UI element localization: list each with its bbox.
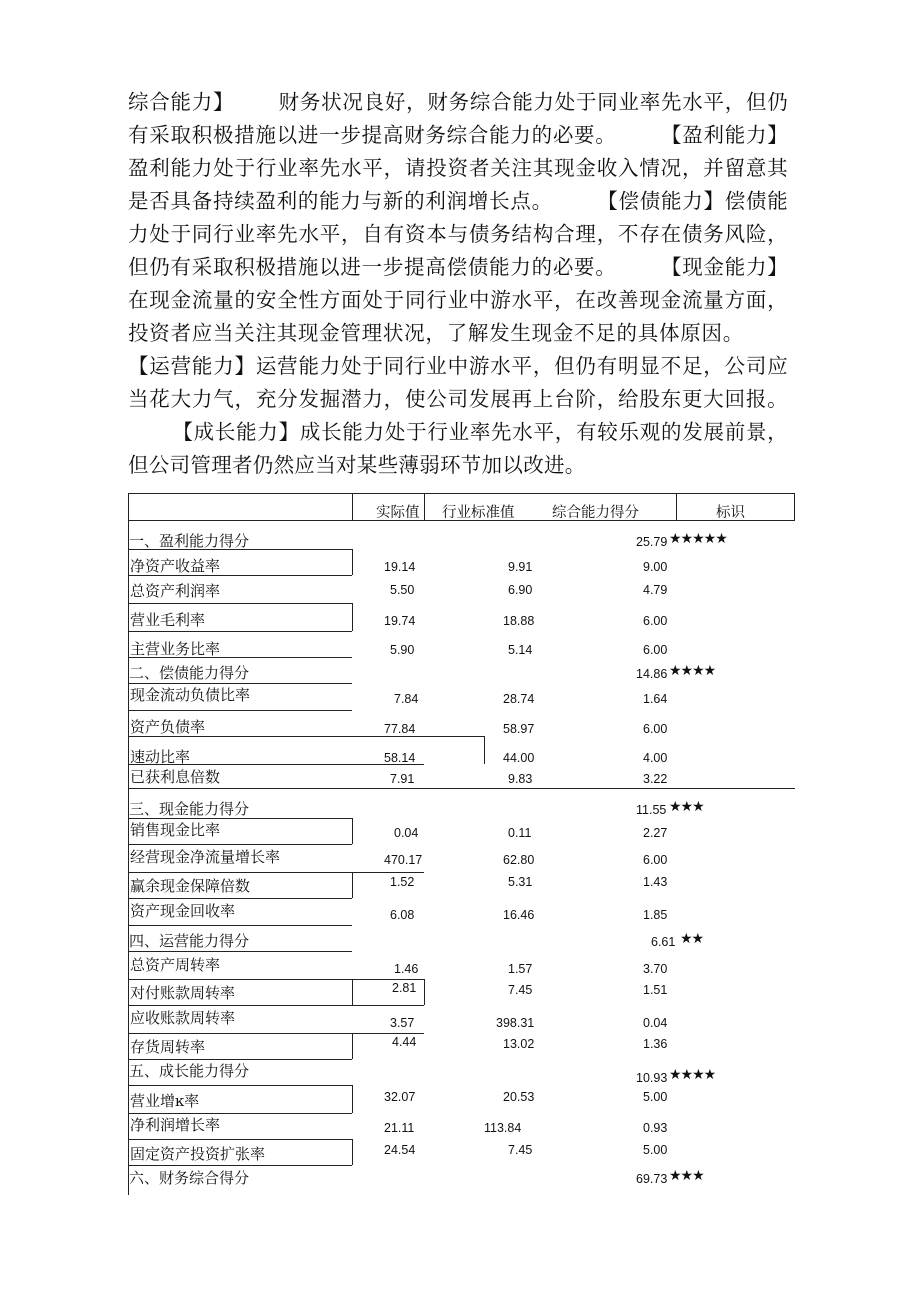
actual-value: 2.81 — [392, 981, 417, 995]
cell-frame — [424, 979, 425, 1005]
row-label: 已获利息倍数 — [130, 768, 221, 786]
standard-value: 18.88 — [503, 614, 535, 628]
actual-value: 58.14 — [384, 751, 416, 765]
standard-value: 28.74 — [503, 692, 535, 706]
cell-frame — [352, 818, 353, 844]
profitability-text: 盈利能力处于行业率先水平，请投资者关注其现金收入情况，并留意其是否具备持续盈利的能力与新的利润增长点。 — [128, 156, 788, 213]
section-score: 25.79 — [636, 535, 668, 549]
actual-value: 0.04 — [394, 826, 419, 840]
standard-value: 13.02 — [503, 1037, 535, 1051]
header-divider-4 — [794, 493, 795, 521]
header-divider-2 — [424, 493, 425, 521]
overall-heading: 综合能力】 — [128, 90, 235, 114]
score-value: 0.93 — [643, 1121, 668, 1135]
profitability-heading: 【盈利能力】 — [660, 123, 788, 147]
cash-text: 在现金流量的安全性方面处于同行业中游水平，在改善现金流量方面，投资者应当关注其现金管理状况，了解发生现金不足的具体原因。 — [128, 288, 788, 345]
section-score: 6.61 — [651, 935, 676, 949]
actual-value: 1.52 — [390, 875, 415, 889]
section-title: 二、偿债能力得分 — [129, 664, 250, 682]
score-value: 0.04 — [643, 1016, 668, 1030]
row-label: 资产负债率 — [130, 718, 206, 736]
actual-value: 21.11 — [384, 1121, 415, 1135]
section-title: 六、财务综合得分 — [129, 1169, 250, 1187]
star-rating-icon: ★★★ — [669, 1168, 704, 1184]
section-title: 四、运营能力得分 — [129, 932, 250, 950]
cell-frame — [352, 549, 353, 575]
score-value: 5.00 — [643, 1143, 668, 1157]
cell-frame — [352, 603, 353, 631]
star-rating-icon: ★★★ — [669, 799, 704, 815]
standard-value: 6.90 — [508, 583, 533, 597]
cell-frame — [352, 1139, 353, 1165]
standard-value: 5.14 — [508, 643, 533, 657]
score-value: 1.36 — [643, 1037, 668, 1051]
table-top-border — [128, 493, 795, 494]
solvency-text: 偿债能力处于同行业率先水平，自有资本与债务结构合理，不存在债务风险，但仍有采取积极措施以进一步提高偿债能力的必要。 — [128, 189, 789, 279]
star-rating-icon: ★★★★★ — [669, 531, 727, 547]
score-value: 1.51 — [643, 983, 668, 997]
standard-value: 0.11 — [508, 826, 532, 840]
score-value: 6.00 — [643, 643, 668, 657]
operation-heading: 【运营能力】 — [128, 354, 256, 378]
standard-value: 7.45 — [508, 983, 533, 997]
cell-frame — [128, 1005, 424, 1006]
score-value: 6.00 — [643, 614, 668, 628]
header-divider-3 — [676, 493, 677, 521]
cell-frame — [128, 1139, 352, 1140]
header-score: 综合能力得分 — [552, 505, 639, 521]
actual-value: 24.54 — [384, 1143, 416, 1157]
cell-frame — [128, 979, 424, 980]
standard-value: 16.46 — [503, 908, 535, 922]
row-label: 净利润增长率 — [130, 1116, 221, 1134]
score-value: 3.70 — [643, 962, 668, 976]
actual-value: 6.08 — [390, 908, 415, 922]
standard-value: 20.53 — [503, 1090, 535, 1104]
score-value: 3.22 — [643, 772, 668, 786]
star-rating-icon: ★★★★ — [669, 1067, 716, 1083]
header-standard: 行业标准值 — [442, 505, 515, 521]
section-title: 三、现金能力得分 — [129, 800, 250, 818]
section-title: 一、盈利能力得分 — [129, 532, 250, 550]
row-label: 赢余现金保障倍数 — [130, 877, 251, 895]
header-divider-1 — [352, 493, 353, 521]
standard-value: 1.57 — [508, 962, 533, 976]
cell-frame — [352, 1033, 353, 1059]
star-rating-icon: ★★★★ — [669, 663, 716, 679]
header-actual: 实际值 — [376, 505, 420, 521]
cell-frame — [128, 898, 352, 899]
actual-value: 5.50 — [390, 583, 415, 597]
actual-value: 470.17 — [384, 853, 423, 867]
section-score: 10.93 — [636, 1071, 668, 1085]
row-label: 营业毛利率 — [130, 611, 206, 629]
actual-value: 19.74 — [384, 614, 416, 628]
standard-value: 9.83 — [508, 772, 533, 786]
standard-value: 44.00 — [503, 751, 535, 765]
score-value: 1.43 — [643, 875, 668, 889]
actual-value: 3.57 — [390, 1016, 415, 1030]
actual-value: 7.91 — [390, 772, 415, 786]
score-value: 6.00 — [643, 853, 668, 867]
cell-frame — [352, 872, 353, 898]
cell-frame — [128, 1085, 352, 1086]
section-score: 69.73 — [636, 1172, 668, 1186]
standard-value: 113.84 — [484, 1121, 522, 1135]
row-label: 固定资产投资扩张率 — [130, 1145, 266, 1163]
operation-text: 运营能力处于同行业中游水平，但仍有明显不足，公司应当花大力气，充分发掘潜力，使公司发展再上台阶，给股东更大回报。 — [128, 354, 788, 411]
row-label: 经营现金净流量增长率 — [130, 848, 281, 866]
row-label: 营业增ĸ率 — [130, 1092, 200, 1110]
actual-value: 1.46 — [394, 962, 419, 976]
cell-frame — [128, 1165, 352, 1166]
row-label: 销售现金比率 — [130, 821, 221, 839]
score-value: 9.00 — [643, 560, 668, 574]
cell-frame — [484, 736, 485, 764]
standard-value: 7.45 — [508, 1143, 533, 1157]
row-label: 主营业务比率 — [130, 640, 221, 658]
standard-value: 9.91 — [508, 560, 533, 574]
row-label: 资产现金回收率 — [130, 902, 236, 920]
row-label: 现金流动负债比率 — [130, 686, 251, 704]
overall-text: 财务状况良好，财务综合能力处于同业率先水平，但仍有采取积极措施以进一步提高财务综合能力的必要。 — [128, 90, 789, 147]
actual-value: 4.44 — [392, 1035, 417, 1049]
cell-frame — [128, 631, 352, 632]
row-label: 应收账款周转率 — [130, 1009, 236, 1027]
row-label: 净资产收益率 — [130, 557, 221, 575]
score-value: 1.64 — [643, 692, 668, 706]
row-label: 总资产周转率 — [130, 956, 221, 974]
cell-frame — [128, 925, 352, 926]
cell-frame — [128, 1033, 424, 1034]
actual-value: 19.14 — [384, 560, 416, 574]
standard-value: 62.80 — [503, 853, 535, 867]
section-score: 11.55 — [636, 803, 667, 817]
row-label: 对付账款周转率 — [130, 984, 236, 1002]
cell-frame — [128, 844, 352, 845]
row-label: 总资产利润率 — [130, 582, 221, 600]
actual-value: 7.84 — [394, 692, 419, 706]
score-value: 1.85 — [643, 908, 668, 922]
standard-value: 58.97 — [503, 722, 535, 736]
score-value: 2.27 — [643, 826, 668, 840]
actual-value: 5.90 — [390, 643, 415, 657]
score-value: 5.00 — [643, 1090, 668, 1104]
row-label: 存货周转率 — [130, 1038, 206, 1056]
cell-frame — [128, 872, 424, 873]
score-value: 6.00 — [643, 722, 668, 736]
section-score: 14.86 — [636, 667, 668, 681]
cell-frame — [128, 951, 352, 952]
cell-frame — [352, 1085, 353, 1113]
section-title: 五、成长能力得分 — [129, 1062, 250, 1080]
header-mark: 标识 — [716, 505, 745, 521]
cell-frame — [352, 979, 353, 1005]
growth-text: 成长能力处于行业率先水平，有较乐观的发展前景，但公司管理者仍然应当对某些薄弱环节加以改进。 — [128, 420, 788, 477]
actual-value: 77.84 — [384, 722, 416, 736]
section-separator — [128, 788, 795, 789]
cell-frame — [128, 603, 352, 604]
score-value: 4.79 — [643, 583, 668, 597]
star-rating-icon: ★★ — [680, 931, 704, 947]
row-label: 速动比率 — [130, 748, 191, 766]
actual-value: 32.07 — [384, 1090, 416, 1104]
cash-heading: 【现金能力】 — [660, 255, 788, 279]
growth-heading: 【成长能力】 — [172, 420, 300, 444]
solvency-heading: 【偿债能力】 — [596, 189, 725, 213]
score-value: 4.00 — [643, 751, 668, 765]
standard-value: 5.31 — [508, 875, 533, 889]
standard-value: 398.31 — [496, 1016, 535, 1030]
cell-frame — [128, 710, 352, 711]
